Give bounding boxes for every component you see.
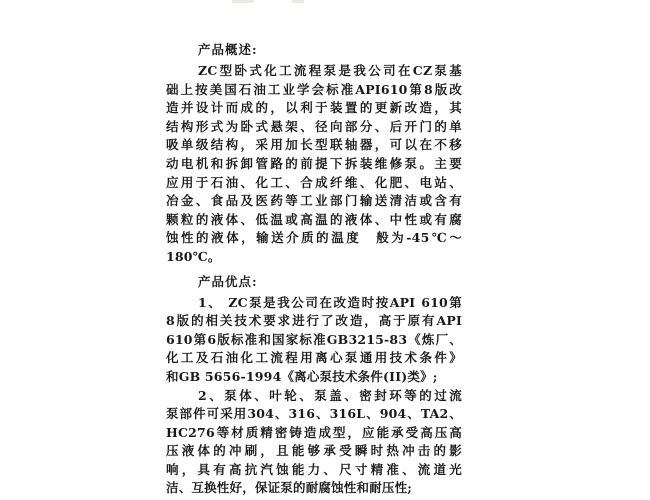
overview-line: ZC型卧式化工流程泵是我公司在CZ泵基 — [198, 63, 462, 78]
advantages-line: 响，具有高抗汽蚀能力、尺寸精准、流道光 — [166, 461, 462, 477]
advantages-line: 610第6版标准和国家标准GB3215-83《炼厂、 — [166, 331, 462, 347]
advantages-line: 泵部件可采用304、316、316L、904、TA2、 — [166, 406, 462, 422]
scan-artifact — [232, 0, 254, 3]
overview-line: 蚀性的液体，输送介质的温度 般为-45℃～ — [166, 230, 462, 246]
overview-line: 180℃。 — [166, 248, 221, 264]
advantages-line: HC276等材质精密铸造成型，应能承受高压高 — [166, 424, 462, 440]
overview-line: 颗粒的液体、低温或高温的液体、中性或有腐 — [166, 211, 462, 227]
overview-line: 冶金、食品及医药等工业部门输送清洁或含有 — [166, 193, 462, 209]
document-body — [166, 38, 462, 498]
advantages-section — [166, 270, 462, 499]
advantages-line: 8版的相关技术要求进行了改造，高于原有API — [166, 313, 462, 329]
advantages-heading: 产品优点: — [198, 273, 258, 289]
scan-artifact — [292, 0, 304, 3]
overview-line: 础上按美国石油工业学会标准API610第8版改 — [166, 81, 462, 97]
overview-line: 吸单级结构，采用加长型联轴器，可以在不移 — [166, 137, 462, 153]
overview-line: 造并设计而成的，以利于装置的更新改造，其 — [166, 100, 462, 116]
overview-line: 结构形式为卧式悬架、径向部分、后开门的单 — [166, 118, 462, 134]
overview-line: 动电机和拆卸管路的前提下拆装维修泵。主要 — [166, 155, 462, 171]
overview-section — [166, 38, 462, 267]
advantages-line: 1、 ZC泵是我公司在改造时按API 610第 — [198, 294, 462, 310]
advantages-line: 和GB 5656-1994《离心泵技术条件(II)类》; — [166, 368, 438, 384]
advantages-line: 压液体的冲刷，且能够承受瞬时热冲击的影 — [166, 443, 462, 459]
advantages-line: 2、泵体、叶轮、泵盖、密封环等的过流 — [198, 387, 462, 403]
advantages-line: 化工及石油化工流程用离心泵通用技术条件》 — [166, 350, 462, 366]
overview-heading: 产品概述: — [198, 42, 258, 57]
overview-line: 应用于石油、化工、合成纤维、化肥、电站、 — [166, 174, 462, 190]
advantages-line: 洁、互换性好，保证泵的耐腐蚀性和耐压性; — [166, 480, 413, 496]
